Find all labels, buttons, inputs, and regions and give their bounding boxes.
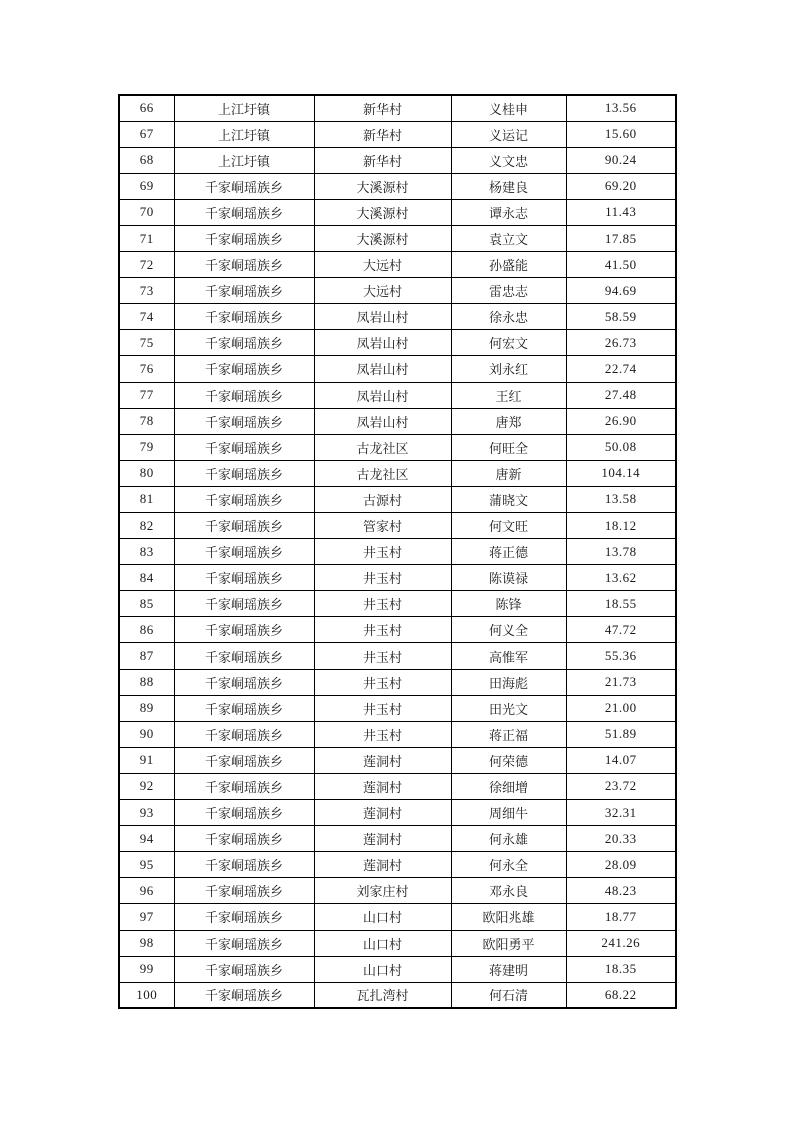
amount-cell: 90.24 (566, 147, 676, 173)
village-cell: 凤岩山村 (314, 408, 451, 434)
row-number-cell: 90 (119, 721, 174, 747)
table-body (119, 95, 676, 1008)
person-name-cell: 义文忠 (451, 147, 566, 173)
table-row (119, 956, 676, 982)
township-cell: 千家峒瑶族乡 (174, 408, 314, 434)
amount-cell: 13.62 (566, 565, 676, 591)
amount-cell: 55.36 (566, 643, 676, 669)
village-cell: 新华村 (314, 121, 451, 147)
amount-cell: 11.43 (566, 199, 676, 225)
row-number-cell: 98 (119, 930, 174, 956)
township-cell: 千家峒瑶族乡 (174, 330, 314, 356)
person-name-cell: 蒋正福 (451, 721, 566, 747)
township-cell: 千家峒瑶族乡 (174, 565, 314, 591)
person-name-cell: 雷忠志 (451, 278, 566, 304)
amount-cell: 241.26 (566, 930, 676, 956)
table-row (119, 773, 676, 799)
amount-cell: 20.33 (566, 826, 676, 852)
person-name-cell: 欧阳兆雄 (451, 904, 566, 930)
row-number-cell: 66 (119, 95, 174, 121)
table-row (119, 95, 676, 121)
table-row (119, 513, 676, 539)
amount-cell: 18.12 (566, 513, 676, 539)
table-row (119, 304, 676, 330)
township-cell: 千家峒瑶族乡 (174, 225, 314, 251)
township-cell: 千家峒瑶族乡 (174, 773, 314, 799)
township-cell: 千家峒瑶族乡 (174, 852, 314, 878)
row-number-cell: 91 (119, 747, 174, 773)
village-cell: 莲洞村 (314, 773, 451, 799)
township-cell: 千家峒瑶族乡 (174, 695, 314, 721)
township-cell: 千家峒瑶族乡 (174, 278, 314, 304)
person-name-cell: 田海彪 (451, 669, 566, 695)
township-cell: 千家峒瑶族乡 (174, 591, 314, 617)
row-number-cell: 86 (119, 617, 174, 643)
township-cell: 千家峒瑶族乡 (174, 643, 314, 669)
table-row (119, 800, 676, 826)
person-name-cell: 何永雄 (451, 826, 566, 852)
row-number-cell: 96 (119, 878, 174, 904)
village-cell: 山口村 (314, 930, 451, 956)
person-name-cell: 何义全 (451, 617, 566, 643)
row-number-cell: 88 (119, 669, 174, 695)
amount-cell: 58.59 (566, 304, 676, 330)
amount-cell: 23.72 (566, 773, 676, 799)
row-number-cell: 67 (119, 121, 174, 147)
village-cell: 井玉村 (314, 617, 451, 643)
row-number-cell: 69 (119, 173, 174, 199)
person-name-cell: 何宏文 (451, 330, 566, 356)
person-name-cell: 唐新 (451, 460, 566, 486)
amount-cell: 28.09 (566, 852, 676, 878)
person-name-cell: 田光文 (451, 695, 566, 721)
township-cell: 上江圩镇 (174, 121, 314, 147)
table-row (119, 539, 676, 565)
person-name-cell: 欧阳勇平 (451, 930, 566, 956)
township-cell: 千家峒瑶族乡 (174, 252, 314, 278)
township-cell: 千家峒瑶族乡 (174, 930, 314, 956)
amount-cell: 26.90 (566, 408, 676, 434)
person-name-cell: 孙盛能 (451, 252, 566, 278)
village-cell: 井玉村 (314, 643, 451, 669)
village-cell: 古龙社区 (314, 434, 451, 460)
village-cell: 井玉村 (314, 591, 451, 617)
amount-cell: 13.56 (566, 95, 676, 121)
person-name-cell: 唐郑 (451, 408, 566, 434)
village-cell: 瓦扎湾村 (314, 982, 451, 1008)
amount-cell: 18.77 (566, 904, 676, 930)
village-cell: 大远村 (314, 278, 451, 304)
person-name-cell: 谭永志 (451, 199, 566, 225)
table-row (119, 460, 676, 486)
amount-cell: 22.74 (566, 356, 676, 382)
row-number-cell: 74 (119, 304, 174, 330)
row-number-cell: 81 (119, 486, 174, 512)
township-cell: 千家峒瑶族乡 (174, 878, 314, 904)
amount-cell: 17.85 (566, 225, 676, 251)
township-cell: 千家峒瑶族乡 (174, 747, 314, 773)
row-number-cell: 100 (119, 982, 174, 1008)
table-row (119, 591, 676, 617)
table-row (119, 982, 676, 1008)
row-number-cell: 95 (119, 852, 174, 878)
row-number-cell: 79 (119, 434, 174, 460)
township-cell: 千家峒瑶族乡 (174, 956, 314, 982)
township-cell: 千家峒瑶族乡 (174, 800, 314, 826)
village-cell: 井玉村 (314, 721, 451, 747)
village-cell: 莲洞村 (314, 826, 451, 852)
table-row (119, 826, 676, 852)
amount-cell: 104.14 (566, 460, 676, 486)
table-row (119, 695, 676, 721)
person-name-cell: 陈锋 (451, 591, 566, 617)
person-name-cell: 何石清 (451, 982, 566, 1008)
row-number-cell: 71 (119, 225, 174, 251)
person-name-cell: 高惟军 (451, 643, 566, 669)
person-name-cell: 何永全 (451, 852, 566, 878)
amount-cell: 69.20 (566, 173, 676, 199)
person-name-cell: 徐永忠 (451, 304, 566, 330)
village-cell: 凤岩山村 (314, 382, 451, 408)
village-cell: 凤岩山村 (314, 356, 451, 382)
amount-cell: 13.78 (566, 539, 676, 565)
township-cell: 千家峒瑶族乡 (174, 304, 314, 330)
amount-cell: 32.31 (566, 800, 676, 826)
village-cell: 井玉村 (314, 565, 451, 591)
village-cell: 莲洞村 (314, 852, 451, 878)
township-cell: 千家峒瑶族乡 (174, 982, 314, 1008)
row-number-cell: 70 (119, 199, 174, 225)
person-name-cell: 陈谟禄 (451, 565, 566, 591)
row-number-cell: 87 (119, 643, 174, 669)
village-cell: 凤岩山村 (314, 330, 451, 356)
person-name-cell: 徐细增 (451, 773, 566, 799)
table-row (119, 617, 676, 643)
person-name-cell: 蒋建明 (451, 956, 566, 982)
amount-cell: 51.89 (566, 721, 676, 747)
row-number-cell: 84 (119, 565, 174, 591)
village-cell: 大溪源村 (314, 199, 451, 225)
row-number-cell: 97 (119, 904, 174, 930)
person-name-cell: 何荣德 (451, 747, 566, 773)
table-row (119, 252, 676, 278)
amount-cell: 18.35 (566, 956, 676, 982)
amount-cell: 68.22 (566, 982, 676, 1008)
township-cell: 千家峒瑶族乡 (174, 617, 314, 643)
person-name-cell: 义运记 (451, 121, 566, 147)
row-number-cell: 92 (119, 773, 174, 799)
row-number-cell: 93 (119, 800, 174, 826)
table-row (119, 930, 676, 956)
amount-cell: 15.60 (566, 121, 676, 147)
township-cell: 千家峒瑶族乡 (174, 434, 314, 460)
village-cell: 凤岩山村 (314, 304, 451, 330)
amount-cell: 94.69 (566, 278, 676, 304)
township-cell: 千家峒瑶族乡 (174, 721, 314, 747)
person-name-cell: 杨建良 (451, 173, 566, 199)
village-cell: 井玉村 (314, 669, 451, 695)
township-cell: 千家峒瑶族乡 (174, 173, 314, 199)
person-name-cell: 蒲晓文 (451, 486, 566, 512)
table-row (119, 199, 676, 225)
township-cell: 千家峒瑶族乡 (174, 826, 314, 852)
row-number-cell: 82 (119, 513, 174, 539)
table-row (119, 408, 676, 434)
village-cell: 新华村 (314, 147, 451, 173)
row-number-cell: 85 (119, 591, 174, 617)
township-cell: 千家峒瑶族乡 (174, 460, 314, 486)
table-row (119, 565, 676, 591)
row-number-cell: 68 (119, 147, 174, 173)
village-cell: 管家村 (314, 513, 451, 539)
row-number-cell: 75 (119, 330, 174, 356)
person-name-cell: 邓永良 (451, 878, 566, 904)
person-name-cell: 蒋正德 (451, 539, 566, 565)
amount-cell: 18.55 (566, 591, 676, 617)
person-name-cell: 刘永红 (451, 356, 566, 382)
village-cell: 刘家庄村 (314, 878, 451, 904)
village-cell: 大溪源村 (314, 225, 451, 251)
township-cell: 千家峒瑶族乡 (174, 199, 314, 225)
person-name-cell: 周细牛 (451, 800, 566, 826)
township-cell: 千家峒瑶族乡 (174, 539, 314, 565)
village-cell: 古源村 (314, 486, 451, 512)
person-name-cell: 袁立文 (451, 225, 566, 251)
amount-cell: 48.23 (566, 878, 676, 904)
table-row (119, 486, 676, 512)
person-name-cell: 何旺全 (451, 434, 566, 460)
village-cell: 大溪源村 (314, 173, 451, 199)
township-cell: 千家峒瑶族乡 (174, 669, 314, 695)
township-cell: 千家峒瑶族乡 (174, 513, 314, 539)
table-row (119, 904, 676, 930)
table-row (119, 852, 676, 878)
row-number-cell: 99 (119, 956, 174, 982)
row-number-cell: 94 (119, 826, 174, 852)
amount-cell: 14.07 (566, 747, 676, 773)
township-cell: 千家峒瑶族乡 (174, 904, 314, 930)
row-number-cell: 83 (119, 539, 174, 565)
table-row (119, 356, 676, 382)
township-cell: 上江圩镇 (174, 95, 314, 121)
table-row (119, 330, 676, 356)
beneficiary-table (118, 94, 677, 1009)
table-row (119, 278, 676, 304)
village-cell: 新华村 (314, 95, 451, 121)
table-row (119, 434, 676, 460)
township-cell: 上江圩镇 (174, 147, 314, 173)
amount-cell: 21.73 (566, 669, 676, 695)
row-number-cell: 77 (119, 382, 174, 408)
table-row (119, 669, 676, 695)
person-name-cell: 王红 (451, 382, 566, 408)
village-cell: 山口村 (314, 904, 451, 930)
township-cell: 千家峒瑶族乡 (174, 382, 314, 408)
table-row (119, 878, 676, 904)
table-row (119, 382, 676, 408)
village-cell: 井玉村 (314, 539, 451, 565)
amount-cell: 26.73 (566, 330, 676, 356)
amount-cell: 27.48 (566, 382, 676, 408)
row-number-cell: 73 (119, 278, 174, 304)
table-row (119, 121, 676, 147)
table-row (119, 747, 676, 773)
amount-cell: 13.58 (566, 486, 676, 512)
amount-cell: 47.72 (566, 617, 676, 643)
row-number-cell: 72 (119, 252, 174, 278)
table-row (119, 147, 676, 173)
person-name-cell: 何文旺 (451, 513, 566, 539)
table-row (119, 721, 676, 747)
row-number-cell: 76 (119, 356, 174, 382)
row-number-cell: 78 (119, 408, 174, 434)
amount-cell: 41.50 (566, 252, 676, 278)
village-cell: 井玉村 (314, 695, 451, 721)
row-number-cell: 89 (119, 695, 174, 721)
village-cell: 古龙社区 (314, 460, 451, 486)
township-cell: 千家峒瑶族乡 (174, 486, 314, 512)
village-cell: 莲洞村 (314, 747, 451, 773)
township-cell: 千家峒瑶族乡 (174, 356, 314, 382)
row-number-cell: 80 (119, 460, 174, 486)
village-cell: 大远村 (314, 252, 451, 278)
village-cell: 山口村 (314, 956, 451, 982)
table-row (119, 225, 676, 251)
table-row (119, 173, 676, 199)
amount-cell: 50.08 (566, 434, 676, 460)
village-cell: 莲洞村 (314, 800, 451, 826)
table-row (119, 643, 676, 669)
amount-cell: 21.00 (566, 695, 676, 721)
person-name-cell: 义桂申 (451, 95, 566, 121)
